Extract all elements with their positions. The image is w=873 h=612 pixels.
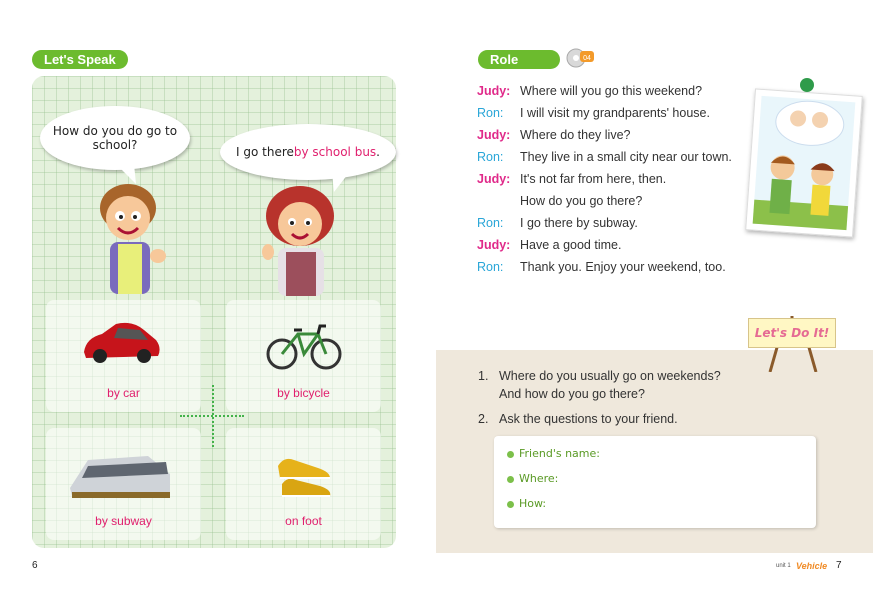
girl-illustration [256, 182, 342, 298]
speaker-judy: Judy: [477, 238, 511, 252]
lets-do-it-title: Let's Do It! [748, 318, 836, 348]
page-number-left: 6 [32, 560, 38, 571]
page-number-right: 7 [836, 560, 842, 571]
dialogue-line [477, 80, 757, 102]
divider-dotted-vertical [212, 385, 214, 447]
field-label: Where: [519, 472, 559, 485]
dialogue-text: Where do they live? [520, 128, 631, 142]
speaker-ron: Ron: [477, 106, 504, 120]
dialogue-line [477, 102, 757, 124]
field-how[interactable] [507, 497, 546, 510]
dialogue-line [477, 168, 757, 190]
section-title-lets-speak: Let's Speak [32, 50, 128, 69]
tile-car [46, 300, 201, 412]
subway-train-icon [68, 452, 174, 502]
tile-subway [46, 428, 201, 540]
dialogue-text: It's not far from here, then. [520, 172, 667, 186]
speaker-ron: Ron: [477, 150, 504, 164]
unit-label: unit 1 [776, 563, 791, 569]
speech-bubble-boy [40, 106, 190, 170]
dialogue-line [477, 124, 757, 146]
speaker-ron: Ron: [477, 216, 504, 230]
boy-illustration [88, 180, 174, 298]
dialogue-text: Thank you. Enjoy your weekend, too. [520, 260, 726, 274]
dialogue-text: I go there by subway. [520, 216, 638, 230]
speech-bubble-girl [220, 124, 396, 180]
question-1-number: 1. [478, 369, 489, 383]
dialogue-line [477, 190, 757, 212]
question-1-text: Where do you usually go on weekends? [499, 369, 721, 383]
dialogue-text: I will visit my grandparents' house. [520, 106, 710, 120]
audio-cd-icon[interactable] [566, 48, 596, 68]
tile-subway-label: by subway [95, 514, 152, 528]
tile-car-label: by car [107, 386, 140, 400]
track-number: 04 [583, 55, 591, 62]
dialogue-line [477, 256, 757, 278]
unit-name: Vehicle [796, 561, 828, 571]
speech-bubble-girl-prefix: I go there [236, 145, 294, 159]
question-2-text: Ask the questions to your friend. [499, 412, 678, 426]
speaker-judy: Judy: [477, 84, 511, 98]
bullet-icon [507, 476, 514, 483]
field-label: How: [519, 497, 547, 510]
sneakers-icon [274, 450, 334, 500]
field-where[interactable] [507, 472, 558, 485]
dialogue-text: How do you go there? [520, 194, 643, 208]
speech-bubble-girl-suffix: . [376, 145, 380, 159]
bullet-icon [507, 501, 514, 508]
dialogue-text: Have a good time. [520, 238, 622, 252]
speech-bubble-boy-text: How do you do go to school? [52, 124, 178, 152]
dialogue-text: Where will you go this weekend? [520, 84, 703, 98]
tile-bicycle [226, 300, 381, 412]
speaker-judy: Judy: [477, 172, 511, 186]
question-1-text-2: And how do you go there? [499, 387, 645, 401]
dialogue-line [477, 146, 757, 168]
pushpin-icon [800, 78, 814, 92]
tile-on-foot-label: on foot [285, 514, 322, 528]
tile-on-foot [226, 428, 381, 540]
dialogue-line [477, 234, 757, 256]
field-friends-name[interactable] [507, 447, 600, 460]
car-icon [80, 318, 162, 364]
dialogue-text: They live in a small city near our town. [520, 150, 732, 164]
children-thinking-illustration [746, 89, 862, 236]
role-play-dialogue [477, 80, 757, 278]
dialogue-line [477, 212, 757, 234]
question-2-number: 2. [478, 412, 489, 426]
field-label: Friend's name: [519, 447, 600, 460]
section-title-role-play: Role Play [478, 50, 560, 69]
speaker-judy: Judy: [477, 128, 511, 142]
pinned-photo [745, 88, 863, 237]
bullet-icon [507, 451, 514, 458]
speaker-ron: Ron: [477, 260, 504, 274]
speech-bubble-girl-highlight: by school bus [293, 145, 377, 159]
bicycle-icon [266, 316, 342, 372]
tile-bicycle-label: by bicycle [277, 386, 330, 400]
